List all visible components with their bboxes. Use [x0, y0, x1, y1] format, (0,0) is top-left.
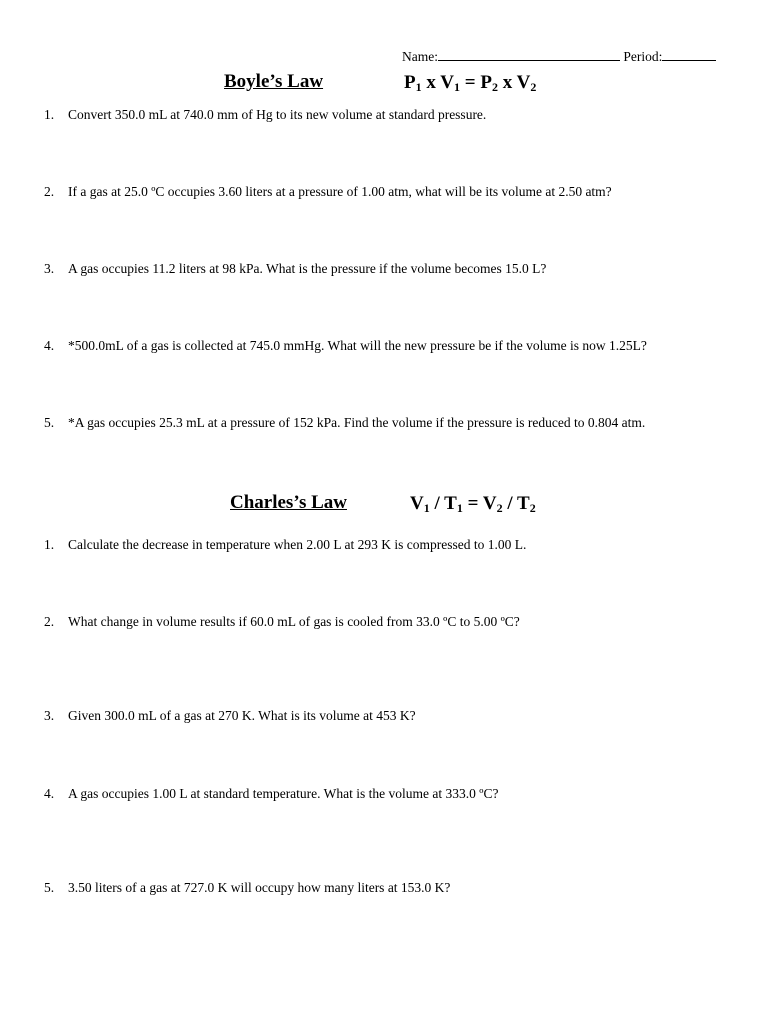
charles-question-4: 4. A gas occupies 1.00 L at standard temperature. What is the volume at 333.0 ºC? [44, 786, 499, 801]
charles-question-2: 2. What change in volume results if 60.0 mL of gas is cooled from 33.0 ºC to 5.00 ºC? [44, 614, 520, 629]
charles-question-1: 1. Calculate the decrease in temperature when 2.00 L at 293 K is compressed to 1.00 L. [44, 537, 527, 552]
student-info-line [402, 48, 716, 65]
charles-law-title: Charles’s Law [230, 492, 347, 513]
boyle-question-3: 3. A gas occupies 11.2 liters at 98 kPa. What is the pressure if the volume becomes 15.0 L? [44, 261, 547, 276]
period-label: Period: [623, 49, 663, 64]
boyle-question-1: 1. Convert 350.0 mL at 740.0 mm of Hg to its new volume at standard pressure. [44, 107, 487, 122]
boyle-question-5: 5. *A gas occupies 25.3 mL at a pressure of 152 kPa. Find the volume if the pressure is reduced to 0.804 atm. [44, 415, 646, 430]
boyle-question-4: 4. *500.0mL of a gas is collected at 745.0 mmHg. What will the new pressure be if the volume is now 1.25L? [44, 338, 647, 353]
period-blank[interactable] [662, 48, 716, 61]
name-blank[interactable] [438, 48, 620, 61]
charles-question-3: 3. Given 300.0 mL of a gas at 270 K. What is its volume at 453 K? [44, 708, 416, 723]
charles-law-formula: $V_1 / T_1 = V_2 / T_2$ [410, 493, 536, 515]
boyles-law-formula: $P_1$ x $V_1 = P_2$ x $V_2$ [404, 72, 537, 94]
charles-question-5: 5. 3.50 liters of a gas at 727.0 K will occupy how many liters at 153.0 K? [44, 880, 451, 895]
name-label: Name: [402, 49, 438, 64]
boyles-law-title: Boyle’s Law [224, 71, 324, 92]
boyle-question-2: 2. If a gas at 25.0 ºC occupies 3.60 liters at a pressure of 1.00 atm, what will be its volume at 2.50 atm? [44, 184, 612, 199]
